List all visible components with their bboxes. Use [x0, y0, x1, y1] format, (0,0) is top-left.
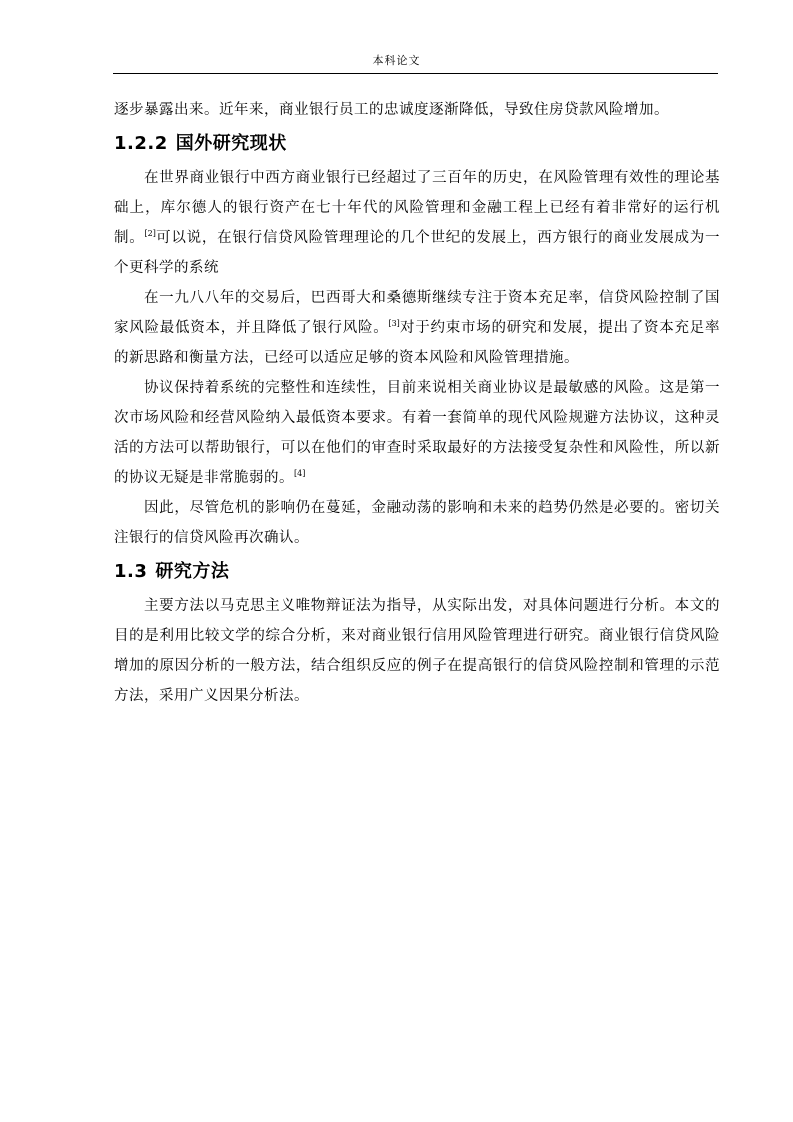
- paragraph: 主要方法以马克思主义唯物辩证法为指导，从实际出发，对具体问题进行分析。本文的目的是利用比较文学的综合分析，来对商业银行信用风险管理进行研究。商业银行信贷风险增加的原因分析的一般方法，结合组织反应的例子在提高银行的信贷风险控制和管理的示范方法，采用广义因果分析法。: [114, 598, 720, 704]
- section-number: 1.2.2: [114, 133, 168, 154]
- paragraph-text: 可以说，在银行信贷风险管理理论的几个世纪的发展上，西方银行的商业发展成为一个更科学的系统: [114, 230, 721, 276]
- document-body: [114, 95, 720, 711]
- paragraph-text: 在世界商业银行中西方商业银行已经超过了三百年的历史，在风险管理有效性的理论基础上，库尔德人的银行资产在七十年代的风险管理和金融工程上已经有着非常好的运行机制。: [114, 170, 720, 246]
- paragraph: [114, 373, 720, 493]
- section-heading-1-3: [114, 553, 720, 591]
- section-number: 1.3: [114, 561, 148, 582]
- paragraph-text: 对于约束市场的研究和发展，提出了资本充足率的新思路和衡量方法，已经可以适应足够的资本风险和风险管理措施。: [114, 320, 721, 366]
- section-title: 研究方法: [155, 561, 230, 582]
- page-header-title: 本科论文: [372, 54, 421, 67]
- citation-ref: [3]: [388, 319, 400, 328]
- paragraph: [114, 163, 720, 283]
- citation-ref: [4]: [294, 469, 306, 478]
- paragraph: 因此，尽管危机的影响仍在蔓延，金融动荡的影响和未来的趋势仍然是必要的。密切关注银行的信贷风险再次确认。: [114, 500, 720, 546]
- section-title: 国外研究现状: [175, 133, 287, 154]
- paragraph-text: 在一九八八年的交易后，巴西哥大和桑德斯继续专注于资本充足率，信贷风险控制了国家风险最低资本，并且降低了银行风险。: [114, 290, 720, 336]
- section-heading-1-2-2: [114, 125, 720, 163]
- header-divider: [113, 73, 718, 74]
- paragraph: [114, 283, 720, 373]
- citation-ref: [2]: [144, 229, 156, 238]
- paragraph-text: 协议保持着系统的完整性和连续性，目前来说相关商业协议是最敏感的风险。这是第一次市场风险和经营风险纳入最低资本要求。有着一套简单的现代风险规避方法协议，这种灵活的方法可以帮助银行，可以在他们的审查时采取最好的方法接受复杂性和风险性，所以新的协议无疑是非常脆弱的。: [114, 380, 720, 486]
- intro-paragraph: 逐步暴露出来。近年来，商业银行员工的忠诚度逐渐降低，导致住房贷款风险增加。: [114, 102, 669, 118]
